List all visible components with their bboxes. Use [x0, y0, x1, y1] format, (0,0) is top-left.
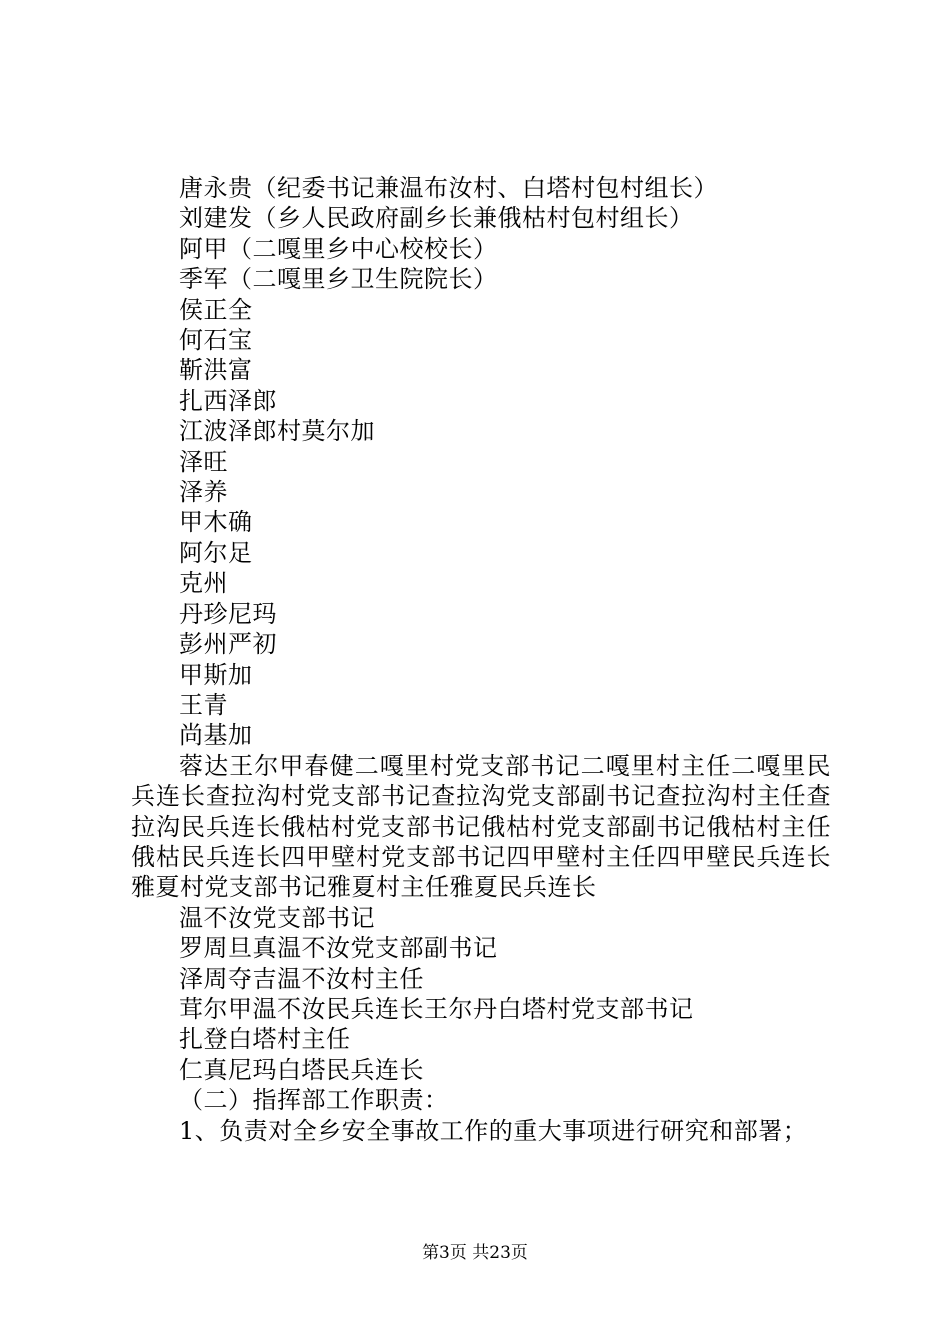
text-line: 泽周夺吉温不汝村主任 [179, 964, 424, 993]
text-line: 丹珍尼玛 [179, 599, 277, 628]
document-body [131, 173, 831, 1146]
text-line: 刘建发（乡人民政府副乡长兼俄枯村包村组长） [179, 204, 694, 233]
text-line: 茸尔甲温不汝民兵连长王尔丹白塔村党支部书记 [179, 994, 694, 1023]
text-line: 侯正全 [179, 295, 253, 324]
text-line: 唐永贵（纪委书记兼温布汝村、白塔村包村组长） [179, 174, 718, 202]
text-line: 泽养 [179, 478, 228, 507]
text-line: 甲斯加 [179, 660, 253, 689]
text-line: 季军（二嘎里乡卫生院院长） [179, 265, 498, 294]
text-line: 泽旺 [179, 447, 228, 476]
paragraph: 蓉达王尔甲春健二嘎里村党支部书记二嘎里村主任二嘎里民兵连长查拉沟村党支部书记查拉沟党支部副书记查拉沟村主任查拉沟民兵连长俄枯村党支部书记俄枯村党支部副书记俄枯村主任俄枯民兵连长四甲壁村党支部书记四甲壁村主任四甲壁民兵连长雅夏村党支部书记雅夏村主任雅夏民兵连长 [131, 751, 831, 902]
page-footer [0, 1242, 950, 1264]
page-indicator: 第3页 共23页 [422, 1243, 528, 1263]
text-line: 温不汝党支部书记 [179, 903, 375, 932]
text-line: 扎登白塔村主任 [179, 1025, 351, 1054]
text-line: 何石宝 [179, 326, 253, 355]
text-line: 扎西泽郎 [179, 386, 277, 415]
text-line: 阿尔足 [179, 538, 253, 567]
section-heading: （二）指挥部工作职责： [179, 1086, 449, 1115]
text-line: 彭州严初 [179, 630, 277, 659]
text-line: 仁真尼玛白塔民兵连长 [179, 1055, 424, 1084]
text-line: 阿甲（二嘎里乡中心校校长） [179, 234, 498, 263]
text-line: 江波泽郎村莫尔加 [179, 417, 375, 446]
text-line: 1、负责对全乡安全事故工作的重大事项进行研究和部署； [179, 1116, 808, 1145]
text-line: 靳洪富 [179, 356, 253, 385]
text-line: 甲木确 [179, 508, 253, 537]
text-line: 尚基加 [179, 721, 253, 750]
text-line: 克州 [179, 569, 228, 598]
text-line: 罗周旦真温不汝党支部副书记 [179, 934, 498, 963]
text-line: 王青 [179, 690, 228, 719]
